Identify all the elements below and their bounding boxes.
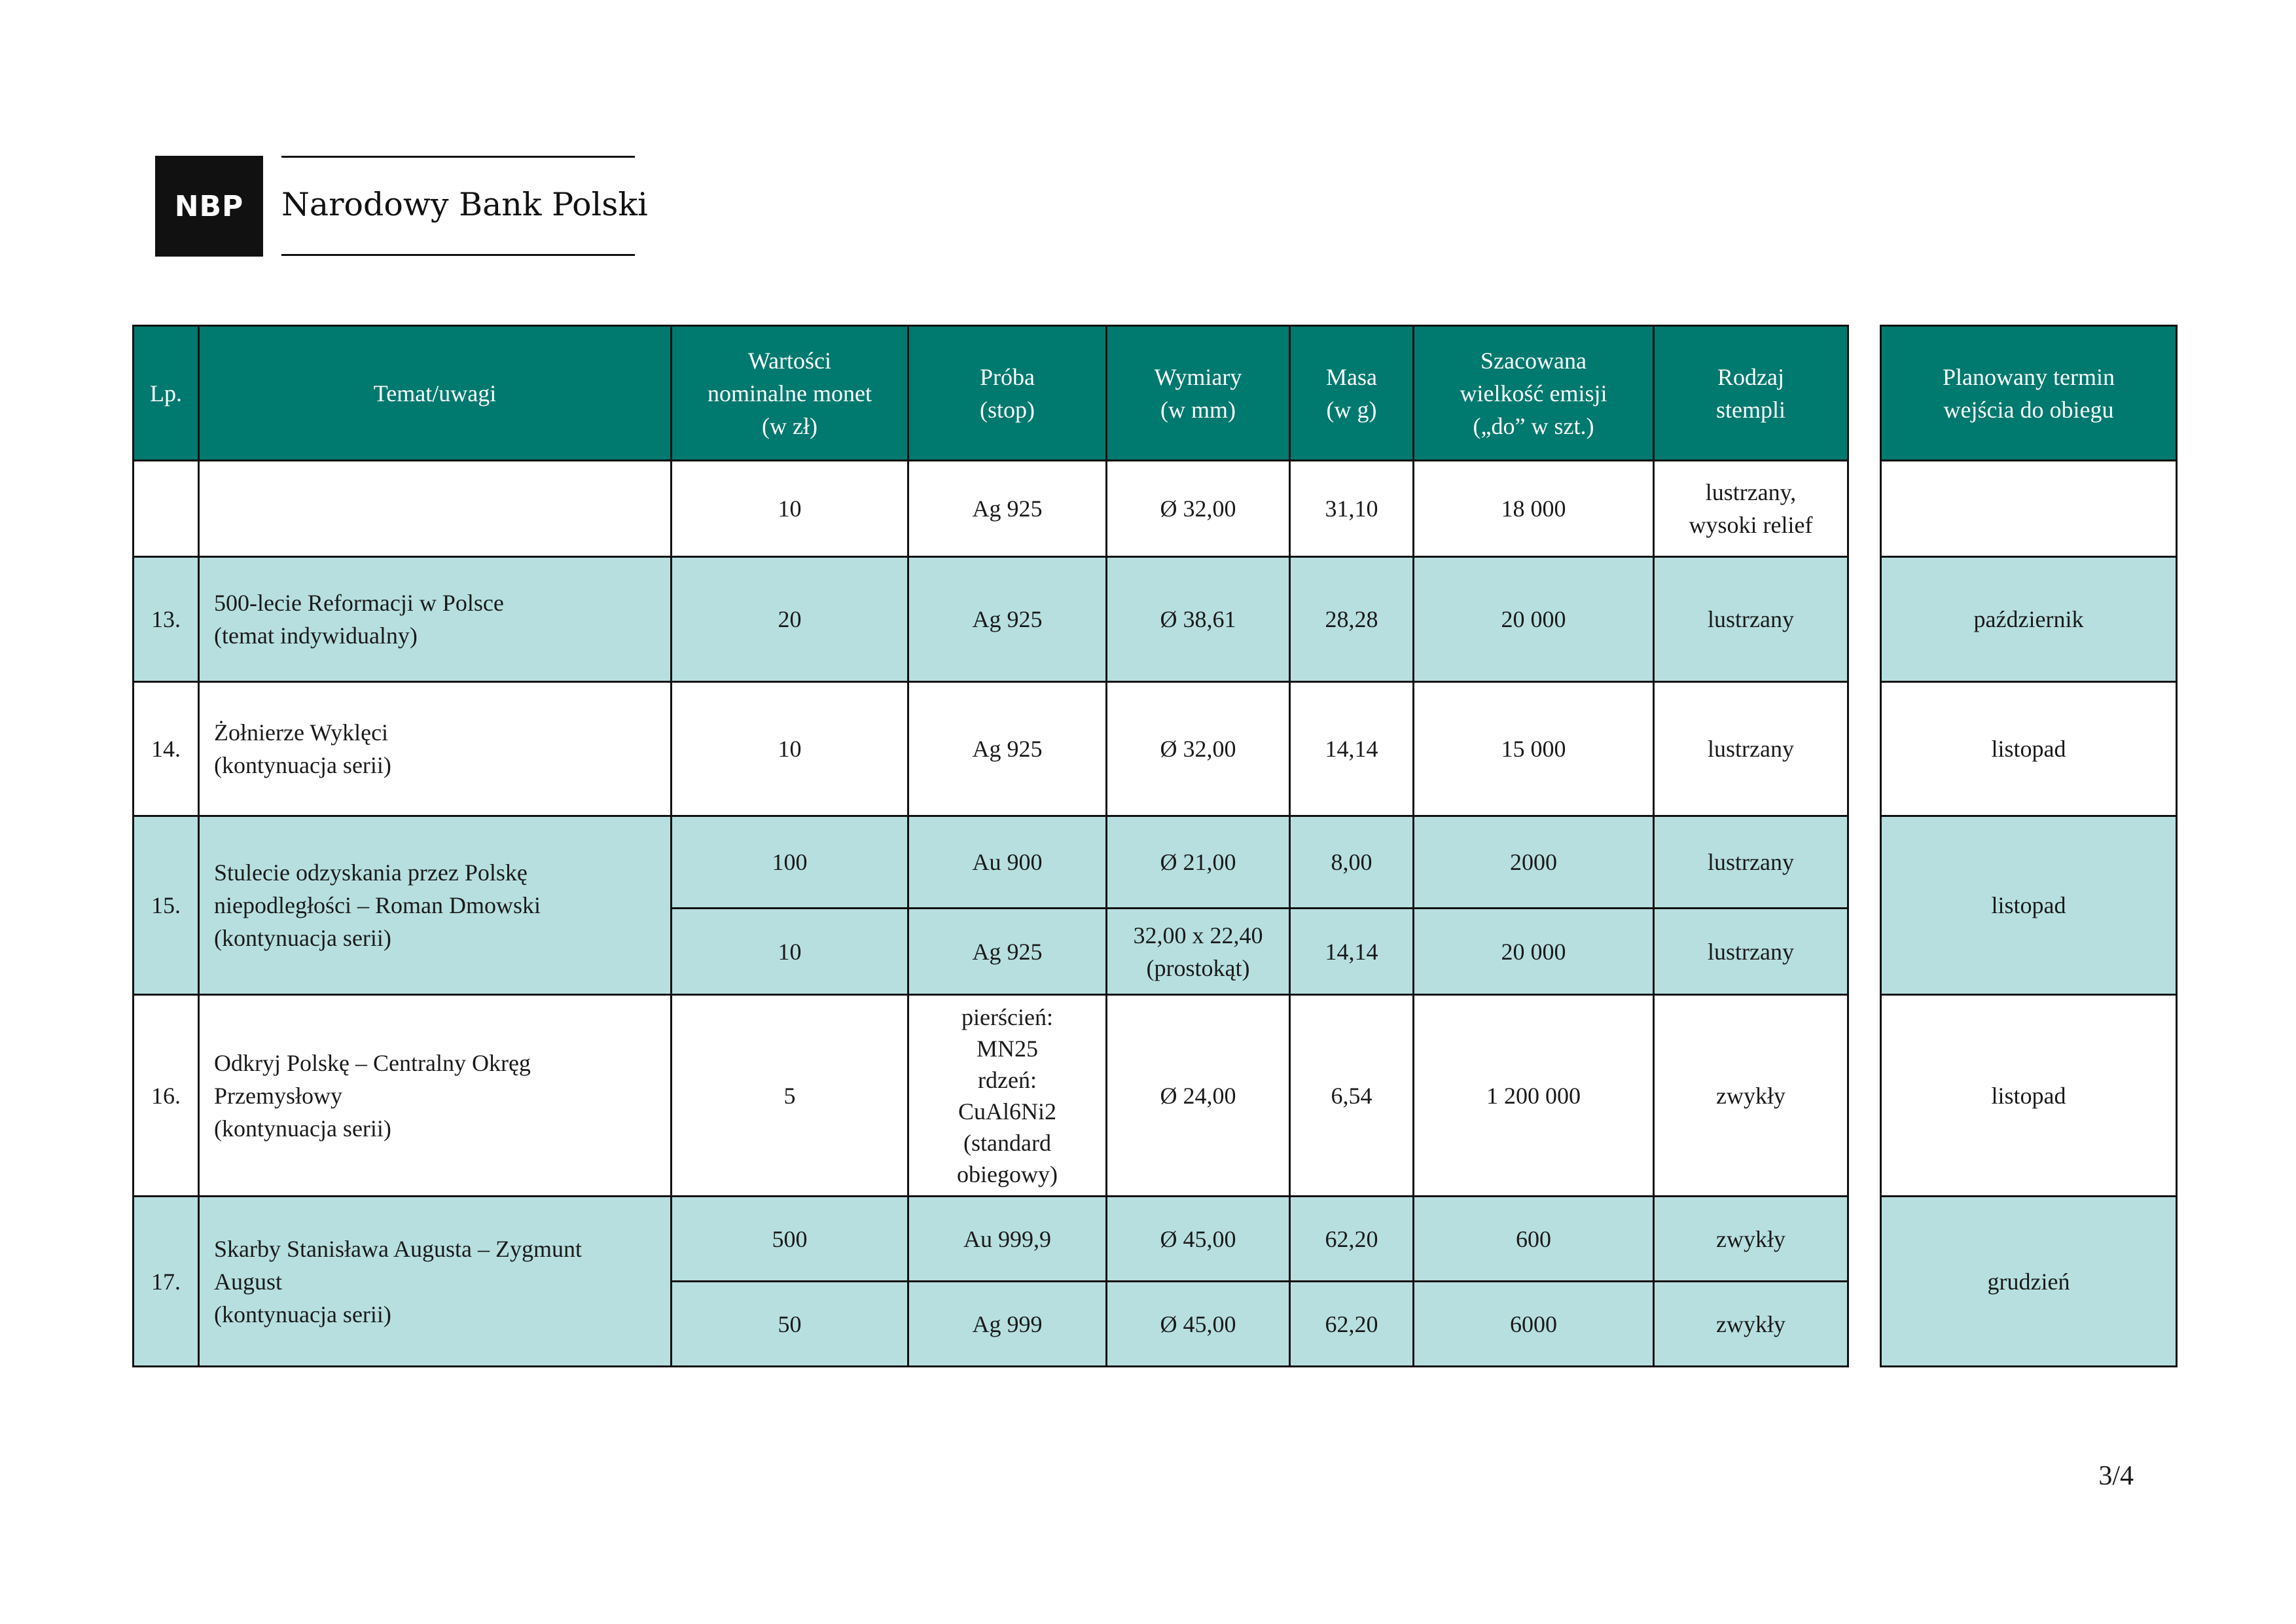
table-row — [1881, 995, 2177, 1197]
page-number: 3/4 — [2098, 1461, 2134, 1491]
cell-nominal: 500 — [672, 1197, 908, 1282]
bank-name: Narodowy Bank Polski — [281, 186, 648, 223]
cell-mass: 14,14 — [1290, 682, 1414, 816]
cell-lp: 15. — [134, 816, 199, 995]
header-row — [134, 326, 1848, 461]
cell-planned — [1881, 461, 2177, 557]
planned-date-table — [1880, 325, 2178, 1367]
cell-alloy: pierścień: MN25 rdzeń: CuAl6Ni2 (standard obiegowy) — [908, 995, 1107, 1197]
table-row — [1881, 682, 2177, 816]
coin-issue-table — [132, 325, 1849, 1367]
cell-planned: listopad — [1881, 682, 2177, 816]
cell-planned: grudzień — [1881, 1197, 2177, 1367]
header-nominal: Wartości nominalne monet (w zł) — [672, 326, 908, 461]
cell-mass: 6,54 — [1290, 995, 1414, 1197]
header-dimensions: Wymiary (w mm) — [1107, 326, 1290, 461]
table-row — [134, 461, 1848, 557]
cell-emission: 6000 — [1414, 1282, 1654, 1367]
table-row — [134, 557, 1848, 682]
header-topic: Temat/uwagi — [199, 326, 672, 461]
cell-alloy: Ag 925 — [908, 909, 1107, 995]
cell-alloy: Ag 925 — [908, 461, 1107, 557]
table-row — [1881, 461, 2177, 557]
cell-lp — [134, 461, 199, 557]
cell-emission: 600 — [1414, 1197, 1654, 1282]
cell-topic: Stulecie odzyskania przez Polskę niepodległości – Roman Dmowski (kontynuacja serii) — [199, 816, 672, 995]
cell-dies: zwykły — [1654, 1197, 1848, 1282]
cell-nominal: 10 — [672, 909, 908, 995]
cell-alloy: Ag 925 — [908, 557, 1107, 682]
cell-lp: 17. — [134, 1197, 199, 1367]
cell-dies: lustrzany, wysoki relief — [1654, 461, 1848, 557]
table-row — [134, 1197, 1848, 1282]
cell-topic: Żołnierze Wyklęci (kontynuacja serii) — [199, 682, 672, 816]
logo-rule-top — [281, 156, 635, 158]
cell-alloy: Au 900 — [908, 816, 1107, 909]
cell-nominal: 10 — [672, 682, 908, 816]
cell-mass: 31,10 — [1290, 461, 1414, 557]
header-mass: Masa (w g) — [1290, 326, 1414, 461]
cell-mass: 14,14 — [1290, 909, 1414, 995]
cell-nominal: 100 — [672, 816, 908, 909]
cell-dimensions: Ø 38,61 — [1107, 557, 1290, 682]
cell-emission: 2000 — [1414, 816, 1654, 909]
cell-dimensions: Ø 21,00 — [1107, 816, 1290, 909]
cell-topic — [199, 461, 672, 557]
cell-dimensions: Ø 24,00 — [1107, 995, 1290, 1197]
table-row — [134, 682, 1848, 816]
cell-emission: 20 000 — [1414, 909, 1654, 995]
cell-dimensions: 32,00 x 22,40 (prostokąt) — [1107, 909, 1290, 995]
cell-lp: 14. — [134, 682, 199, 816]
cell-dies: lustrzany — [1654, 682, 1848, 816]
header-planned: Planowany termin wejścia do obiegu — [1881, 326, 2177, 461]
cell-mass: 8,00 — [1290, 816, 1414, 909]
logo-rule-bottom — [281, 254, 635, 256]
table-row — [134, 995, 1848, 1197]
cell-topic: Skarby Stanisława Augusta – Zygmunt August (kontynuacja serii) — [199, 1197, 672, 1367]
cell-mass: 62,20 — [1290, 1197, 1414, 1282]
nbp-logo-mark: NBP — [155, 156, 263, 257]
cell-emission: 20 000 — [1414, 557, 1654, 682]
cell-dimensions: Ø 45,00 — [1107, 1282, 1290, 1367]
cell-nominal: 20 — [672, 557, 908, 682]
header-row — [1881, 326, 2177, 461]
header-emission: Szacowana wielkość emisji („do” w szt.) — [1414, 326, 1654, 461]
cell-nominal: 50 — [672, 1282, 908, 1367]
cell-mass: 28,28 — [1290, 557, 1414, 682]
cell-nominal: 10 — [672, 461, 908, 557]
cell-dies: lustrzany — [1654, 816, 1848, 909]
table-row — [1881, 557, 2177, 682]
cell-topic: Odkryj Polskę – Centralny Okręg Przemysłowy (kontynuacja serii) — [199, 995, 672, 1197]
table-row — [1881, 1197, 2177, 1367]
cell-lp: 13. — [134, 557, 199, 682]
cell-alloy: Ag 999 — [908, 1282, 1107, 1367]
table-row — [1881, 816, 2177, 995]
cell-planned: październik — [1881, 557, 2177, 682]
cell-dies: zwykły — [1654, 1282, 1848, 1367]
cell-dimensions: Ø 32,00 — [1107, 682, 1290, 816]
cell-nominal: 5 — [672, 995, 908, 1197]
cell-emission: 18 000 — [1414, 461, 1654, 557]
header-lp: Lp. — [134, 326, 199, 461]
cell-dies: lustrzany — [1654, 909, 1848, 995]
cell-emission: 15 000 — [1414, 682, 1654, 816]
cell-lp: 16. — [134, 995, 199, 1197]
cell-dimensions: Ø 45,00 — [1107, 1197, 1290, 1282]
cell-dies: lustrzany — [1654, 557, 1848, 682]
cell-mass: 62,20 — [1290, 1282, 1414, 1367]
header-alloy: Próba (stop) — [908, 326, 1107, 461]
table-row — [134, 816, 1848, 909]
cell-alloy: Ag 925 — [908, 682, 1107, 816]
cell-topic: 500-lecie Reformacji w Polsce (temat indywidualny) — [199, 557, 672, 682]
cell-emission: 1 200 000 — [1414, 995, 1654, 1197]
header-dies: Rodzaj stempli — [1654, 326, 1848, 461]
cell-alloy: Au 999,9 — [908, 1197, 1107, 1282]
cell-dies: zwykły — [1654, 995, 1848, 1197]
cell-planned: listopad — [1881, 995, 2177, 1197]
cell-planned: listopad — [1881, 816, 2177, 995]
cell-dimensions: Ø 32,00 — [1107, 461, 1290, 557]
